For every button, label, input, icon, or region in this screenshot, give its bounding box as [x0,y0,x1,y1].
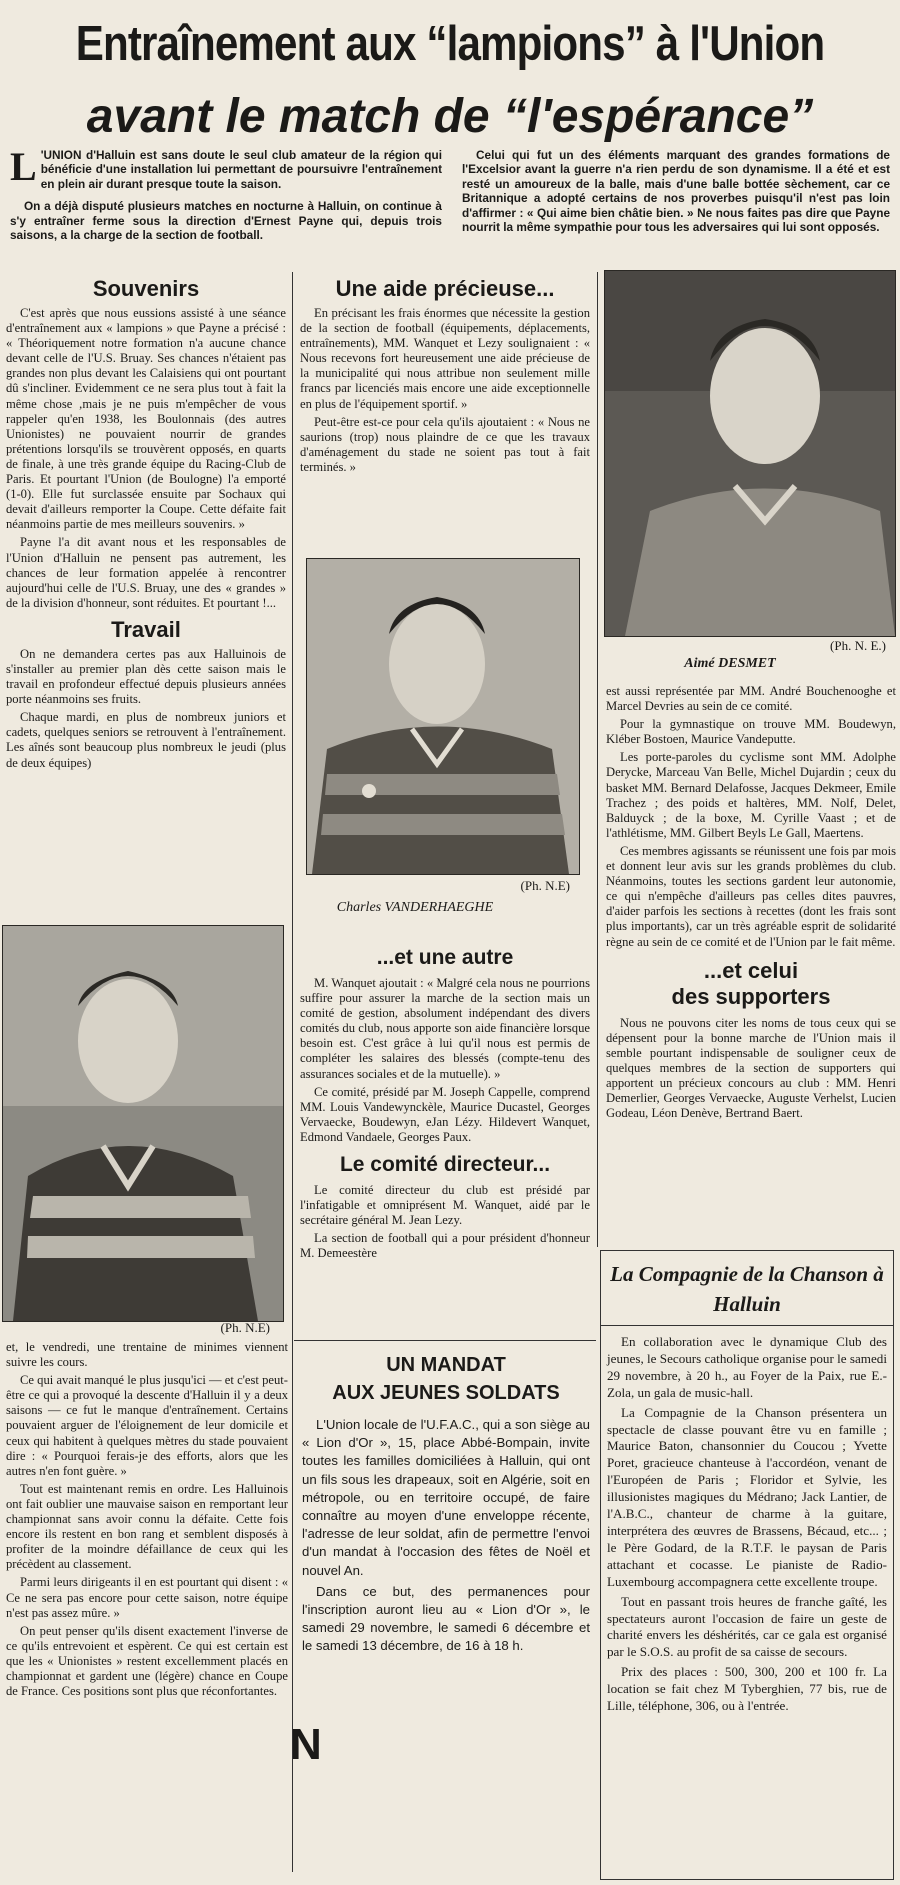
paragraph: On ne demandera certes pas aux Halluinois de s'installer au premier plan dès cette saison mais le travail en profondeur effectué depuis plusieurs années porte néanmoins ses fruits. [6,646,286,707]
paragraph: Payne l'a dit avant nous et les responsables de l'Union d'Halluin ne pensent pas autrement, les chances de leur formation appelée à rencontrer aujourd'hui celle de l'U.S. Bruay, une des « grandes » de la division d'honneur, sont réduites. Et pourtant !... [6,535,286,610]
paragraph: C'est après que nous eussions assisté à une séance d'entraînement aux « lampions » que Payne a précisé : « Théoriquement notre formation n'a aucune chance devant celle de l'U.S. Bruay. Ses chances n'étaient pas grandes non plus devant les Calaisiens qui ont pourtant dû s'incliner. Evidemment ce ne sera plus tout à fait la même chose ,mais je ne puis m'empêcher de vous rappeler qu'en 1938, les Boulonnais (des autres Unionistes) ne pouvaient nourrir de grandes prétentions lorsqu'ils se trouvèrent opposés, en quarts de finale, à une très grande équipe du Racing-Club de Paris. Et pourtant l'Union (de Boulogne) l'a emporté (1-0). Elle fut surclassée ensuite par Sochaux qui devait d'ailleurs remporter la Coupe. Cette défaite fait néanmoins partie de mes meilleurs souvenirs. » [6,306,286,532]
section-title-comite: Le comité directeur... [339,1153,551,1177]
paragraph: Tout en passant trois heures de franche gaîté, les spectateurs auront l'occasion de faire un geste de charité envers les déshérités, car ce gala est organisé par le S.O.S. au profit de sa caisse de secours. [607,1593,887,1660]
intro-right [462,148,890,242]
paragraph: Dans ce but, des permanences pour l'inscription auront lieu au « Lion d'Or », le samedi 29 novembre, le samedi 6 décembre et le samedi 13 décembre, de 16 à 18 h. [302,1583,590,1654]
section-title-travail: Travail [111,616,181,642]
paragraph: L'Union locale de l'U.F.A.C., qui a son siège au « Lion d'Or », 15, place Abbé-Bompain, invite toutes les familles domiciliées à Halluin, qui ont un fils sous les drapeaux, soit en Algérie, soit en métropole, ou en territoire occupé, de faire connaître au moyen d'une enveloppe récente, l'adresse de leur soldat, afin de permettre l'envoi d'un mandat à l'occasion des fêtes de Noël et nouvel An. [302,1417,590,1578]
paragraph: Prix des places : 500, 300, 200 et 100 fr. La location se fait chez M Tyberghien, 77 bis, rue de Lille, téléphone, 306, ou à l'entrée. [607,1664,887,1714]
paragraph: Pour la gymnastique on trouve MM. Boudewyn, Kléber Bostoen, Maurice Vandeputte. [606,717,896,747]
section-title-autre: ...et une autre [376,946,514,969]
drop-cap: L [10,144,37,189]
mandat-title-1: UN MANDAT [386,1354,506,1376]
column-1-top [6,276,286,774]
paragraph: Parmi leurs dirigeants il en est pourtant qui disent : « Ce ne sera pas encore pour cette saison, notre équipe n'est pas assez mûre. » [6,1575,288,1620]
margin-letter: N [290,1720,322,1769]
column-2-top [300,276,590,478]
paragraph: est aussi représentée par MM. André Bouchenooghe et Marcel Devries au sein de ce comité. [606,684,896,714]
intro-left [10,144,442,250]
chanson-title: La Compagnie de la Chanson à Halluin [601,1251,893,1326]
paragraph: Tout est maintenant remis en ordre. Les Halluinois ont fait oublier une mauvaise saison en remportant leur championnat sans avoir connu la défaite. Cette fois encore ils restent en bon rang et semblent disposés à profiter de la moindre défaillance de ceux qui les précèdent au classement. [6,1481,288,1572]
section-title-aide: Une aide précieuse... [335,276,555,301]
paragraph: Ce comité, présidé par M. Joseph Cappelle, comprend MM. Louis Vandewynckèle, Maurice Ducastel, Georges Vervaecke, Boudewyn, eJan Lézy. Hildevert Wanquet, Edmond Vandaele, Georges Paux. [300,1084,590,1144]
headline-line-1: Entraînement aux “lampions” à l'Union [75,17,825,71]
intro-paragraph-3: Celui qui fut un des éléments marquant des grandes formations de l'Excelsior avant la guerre n'a rien perdu de son dynamisme. Il a été et est resté un amoureux de la balle, mais d'une balle bottée sèchement, car ce Britannique a adopté certains de nos proverbes puisqu'il n'est pas loin d'affirmer : « Qui aime bien châtie bien. » Ne nous faites pas dire que Payne nourrit la même sympathie pour tous les adversaires qui lui sont opposés. [462,148,890,235]
photo-caption-center: Charles VANDERHAEGHE [336,900,494,915]
column-rule-1 [292,272,293,1872]
intro-paragraph-2: On a déjà disputé plusieurs matches en nocturne à Halluin, on continue à s'y entraîner ferme sous la direction d'Ernest Payne qui, depuis trois saisons, a la charge de la section de football. [10,199,442,243]
column-3-body [606,684,896,1124]
player-photo-left [2,925,284,1322]
paragraph: et, le vendredi, une trentaine de minimes viennent suivre les cours. [6,1340,288,1370]
mandat-title-2: AUX JEUNES SOLDATS [332,1382,560,1404]
intro-paragraph-1: 'UNION d'Halluin est sans doute le seul club amateur de la région qui bénéficie d'une installation lui permettant de poursuivre l'entraînement en plein air durant presque toute la saison. [40,148,442,191]
paragraph: La section de football qui a pour président d'honneur M. Demeestère [300,1231,590,1261]
player-photo-center [306,558,580,875]
paragraph: On peut penser qu'ils disent exactement l'inverse de ce qu'ils entrevoient et espèrent. Ce qui est certain est que les « Unionistes » restent excellemment placés en championnat et gardent une (légère) chance en Coupe de France. Ces positions sont plus que réconfortantes. [6,1623,288,1699]
photo-credit-center: (Ph. N.E) [520,878,570,893]
section-title-supporters-2: des supporters [671,983,831,1009]
column-1-continued [6,1340,288,1702]
paragraph: La Compagnie de la Chanson présentera un spectacle de classe pouvant être vu en famille ; Maurice Baton, chansonnier du Coucou ; Yvette Poret, gracieuce chanteuse à l'accordéon, venant de l'Européen de Paris ; Floridor et Sylvie, les illusionistes magiques du Médrano; Jack Lantier, de l'A.B.C., chanteur de charme à la guitare, interprétera des œuvres de Brassens, Bécaud, etc... ; le Père Godard, de la R.T.F. le paysan de Paris attachant et cocasse. Le pianiste de Radio-Luxembourg accompagnera cette excellente troupe. [607,1404,887,1589]
paragraph: Le comité directeur du club est présidé par l'infatigable et omniprésent M. Wanquet, aidé par le secrétaire général M. Jean Lezy. [300,1183,590,1228]
paragraph: Chaque mardi, en plus de nombreux juniors et cadets, quelques seniors se retrouvent à l'entraînement. Les aînés sont beaucoup plus nombreux le jeudi (plus de deux équipes) [6,710,286,770]
section-title-supporters-1: ...et celui [703,957,799,983]
headline-line-2: avant le match de “l'espérance” [86,90,814,143]
paragraph: Ces membres agissants se réunissent une fois par mois et donnent leur avis sur les grands problèmes du club. Néanmoins, toutes les sections gardent leur autonomie, ce qui n'empêche d'ailleurs pas celles dites pauvres, d'aider parfois les sections à recettes (dont les frais sont plus importants), car un très agréable esprit de solidarité règne au sein de ce comité et de l'Union par le fait même. [606,843,896,949]
paragraph: M. Wanquet ajoutait : « Malgré cela nous ne pourrions suffire pour assurer la marche de la section mais un comité de gestion, absolument indépendant des divers comités du club, nous apporte son aide financière lorsque besoin est. C'est grâce à lui qu'il nous est permis de compléter les salaires des blessés (compte-tenu des assurances sociales et de la mutuelle). » [300,976,590,1081]
column-rule-2 [597,272,598,1247]
mandat-top-rule [294,1340,596,1341]
chanson-box [600,1250,894,1880]
photo-credit-right: (Ph. N. E.) [830,638,886,653]
paragraph: En collaboration avec le dynamique Club des jeunes, le Secours catholique organise pour le samedi 29 novembre, à 20 h., au Foyer de la Paix, rue E.-Zola, un gala de music-hall. [607,1334,887,1400]
column-2-middle [300,946,590,1265]
paragraph: Les porte-paroles du cyclisme sont MM. Adolphe Derycke, Marceau Van Belle, Michel Dujardin ; ceux du basket MM. Bernard Delafosse, Jacques Dekmeer, Emile Trachez ; des poids et haltères, MM. Nolf, Delet, Balduyck ; de la boxe, M. Cyrille Vaast ; et de l'athlétisme, MM. Gilbert Beyls Le Gall, Maertens. [606,750,896,840]
photo-credit-left: (Ph. N.E) [220,1320,270,1335]
mandat-box [302,1352,590,1659]
paragraph: Nous ne pouvons citer les noms de tous ceux qui se dépensent pour la bonne marche de l'Union mais il semble pourtant indispensable de souligner ceux de quelques membres de la section de supporters qui apportent un précieux concours au club : MM. Henri Demerlier, Georges Vervaecke, Auguste Verhelst, Lucien Godeau, Léon Denève, Bertrand Baert. [606,1015,896,1121]
section-title-souvenirs: Souvenirs [92,276,200,301]
player-photo-right [604,270,896,637]
paragraph: En précisant les frais énormes que nécessite la gestion de la section de football (équipements, déplacements, entraînements), MM. Wanquet et Lezy soulignaient : « Nous recevons fort heureusement une aide précieuse de la municipalité qui nous attribue non seulement mille francs par licenciés mais encore une aide exceptionnelle en plus de l'équipement sportif. » [300,306,590,411]
paragraph: Ce qui avait manqué le plus jusqu'ici — et c'est peut-être ce qui a provoqué la descente d'Halluin il y a deux saisons — ce fut le manque d'entraînement. Certains pouvaient arguer de l'éloignement de leur domicile et ceux qui habitent à quelques mètres du stade pouvaient dire : « Pourquoi ferais-je des efforts, alors que les autres n'en font guère. » [6,1373,288,1478]
photo-caption-right: Aimé DESMET [684,656,776,671]
paragraph: Peut-être est-ce pour cela qu'ils ajoutaient : « Nous ne saurions (trop) nous plaindre de ce que les travaux d'aménagement du stade ne soient pas tout à fait terminés. » [300,414,590,474]
